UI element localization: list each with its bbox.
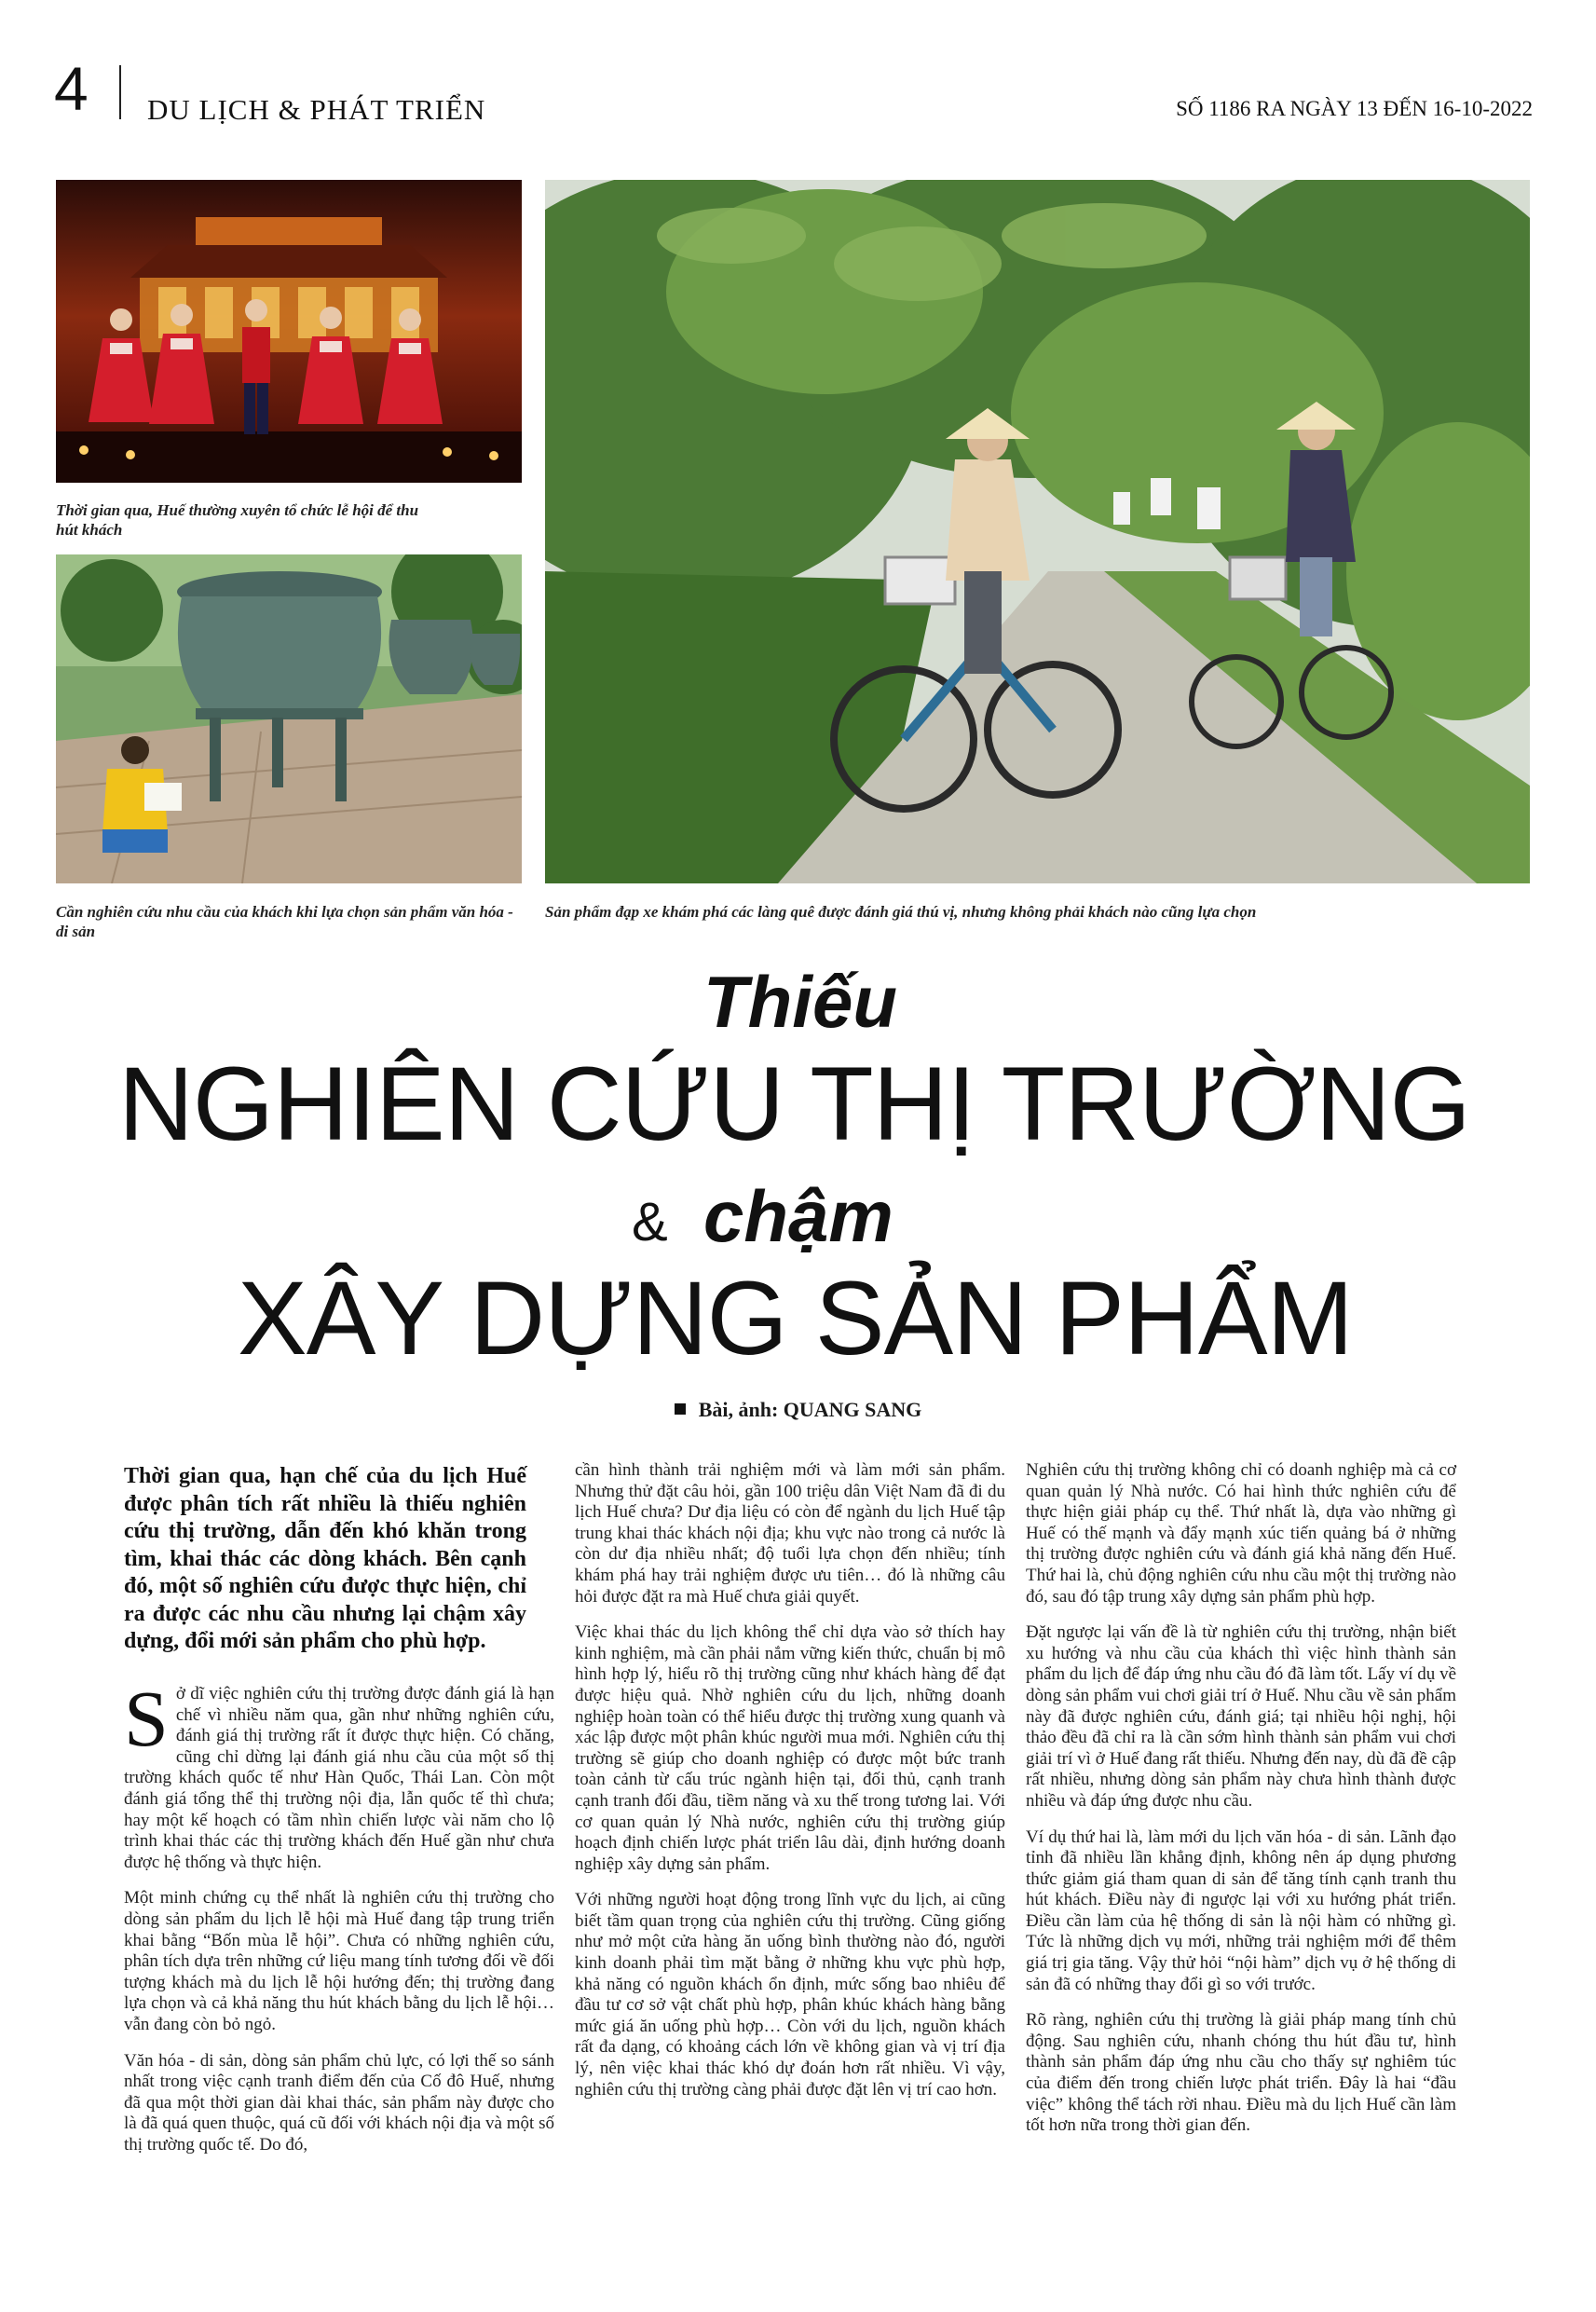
page-number: 4	[54, 54, 89, 123]
headline-line-4: XÂY DỰNG SẢN PHẨM	[238, 1260, 1353, 1376]
byline-text: Bài, ảnh: QUANG SANG	[698, 1398, 922, 1421]
col1-paragraph-2: Một minh chứng cụ thể nhất là nghiên cứu thị trường cho dòng sản phẩm du lịch lễ hội mà Huế đang tập trung triển khai bằng “Bốn mùa lễ hội”. Chưa có những nghiên cứu, phân tích dựa trên những cứ liệu mang tính tương đối về đối tượng khách mà du lịch lễ hội hướng đến; thị trường đang lựa chọn và cả khả năng thu hút khách bằng du lịch lễ hội… vẫn đang còn bỏ ngỏ.	[124, 1888, 554, 2034]
column-1	[124, 1674, 554, 2170]
lead-paragraph: Thời gian qua, hạn chế của du lịch Huế được phân tích rất nhiều là thiếu nghiên cứu thị trường, dẫn đến khó khăn trong tìm, khai thác các dòng khách. Bên cạnh đó, một số nghiên cứu được thực hiện, chỉ ra được các nhu cầu nhưng lại chậm xây dựng, đổi mới sản phẩm cho phù hợp.	[124, 1464, 526, 1653]
col3-paragraph-4: Rõ ràng, nghiên cứu thị trường là giải pháp mang tính chủ động. Sau nghiên cứu, nhanh chóng thu hút đầu tư, hình thành sản phẩm đáp ứng nhu cầu cho thấy sự nghiêm túc của điểm đến trong chiến lược phát triển. Đây là hai “đầu việc” không thể tách rời nhau. Điều mà du lịch Huế cần làm tốt hơn nữa trong thời gian đến.	[1026, 2010, 1456, 2136]
col1-paragraph-1-text: ở dĩ việc nghiên cứu thị trường được đánh giá là hạn chế vì nhiều năm qua, gần như những nghiên cứu, đánh giá thị trường rất ít được thực hiện. Có chăng, cũng chỉ dừng lại đánh giá nhu cầu của một số thị trường khách quốc tế như Hàn Quốc, Thái Lan. Còn một đánh giá tổng thể thị trường nội địa, lẫn quốc tế thì chưa; hay một kế hoạch có tầm nhìn chiến lược vài năm cho lộ trình khai thác các thị trường khách đến Huế gần như chưa được hệ thống và thực hiện.	[124, 1684, 554, 1872]
festival-photo	[56, 180, 522, 483]
cycling-photo-art	[545, 180, 1530, 883]
col1-paragraph-1	[124, 1674, 554, 1873]
headline-line-1: Thiếu	[703, 961, 897, 1043]
headline-line-3: chậm	[703, 1175, 893, 1257]
photo-caption-cycling: Sản phẩm đạp xe khám phá các làng quê được đánh giá thú vị, nhưng không phải khách nào cũng lựa chọn	[545, 903, 1257, 921]
byline-bullet	[675, 1403, 686, 1415]
col3-paragraph-3: Ví dụ thứ hai là, làm mới du lịch văn hóa - di sản. Lãnh đạo tỉnh đã nhiều lần khẳng định, không nên áp dụng phương thức giảm giá tham quan di sản để tăng tính cạnh tranh thu hút khách. Điều này đi ngược lại với xu hướng phát triển. Điều cần làm của hệ thống di sản là nội hàm có những gì. Tức là những dịch vụ mới, những trải nghiệm mới để thêm giá trị gia tăng. Vậy thử hỏi “nội hàm” dịch vụ ở hệ thống di sản đã có những thay đổi gì so với trước.	[1026, 1826, 1456, 1994]
issue-info: SỐ 1186 RA NGÀY 13 ĐẾN 16-10-2022	[1176, 97, 1533, 120]
column-3	[1026, 1460, 1456, 2152]
col1-paragraph-3: Văn hóa - di sản, dòng sản phẩm chủ lực, có lợi thế so sánh nhất trong việc cạnh tranh điểm đến của Cố đô Huế, nhưng đã qua một thời gian dài khai thác, sản phẩm này được cho là đã quá quen thuộc, quá cũ đối với khách nội địa và một số thị trường quốc tế. Do đó,	[124, 2050, 554, 2155]
festival-photo-art	[56, 180, 522, 483]
drop-cap: S	[124, 1674, 169, 1763]
column-2	[575, 1460, 1005, 2115]
col2-paragraph-2: Việc khai thác du lịch không thể chỉ dựa vào sở thích hay kinh nghiệm, mà cần phải nắm vững kiến thức, chuẩn bị mô hình hợp lý, hiểu rõ thị trường cũng như khách hàng để đạt được hiệu quả. Nhờ nghiên cứu du lịch, những doanh nghiệp hoàn toàn có thể hiểu được thị trường xung quanh và xác lập được một phân khúc người mua mới. Nghiên cứu thị trường sẽ giúp cho doanh nghiệp có được một bức tranh toàn cảnh từ cấu trúc ngành hiện tại, đối thủ, cạnh tranh cạnh tranh đối đầu, tiềm năng và xu thế trong tương lai. Với cơ quan quản lý Nhà nước, nghiên cứu thị trường giúp hoạch định chiến lược phát triển lâu dài, định hướng doanh nghiệp xây dựng sản phẩm.	[575, 1622, 1005, 1874]
section-title: DU LỊCH & PHÁT TRIỂN	[147, 93, 486, 126]
urns-photo-art	[56, 554, 522, 883]
col3-paragraph-1: Nghiên cứu thị trường không chỉ có doanh nghiệp mà cả cơ quan quản lý Nhà nước. Có hai hình thức nghiên cứu để thực hiện giải pháp cụ thể. Thứ nhất là, dựa vào những gì Huế có thế mạnh và đẩy mạnh xúc tiến quảng bá ở những thị trường được nghiên cứu và đánh giá khả năng đến Huế. Thứ hai là, chủ động nghiên cứu nhu cầu một thị trường nào đó, sau đó tập trung xây dựng sản phẩm phù hợp.	[1026, 1460, 1456, 1607]
urns-photo	[56, 554, 522, 883]
headline-line-2: NGHIÊN CỨU THỊ TRƯỜNG	[118, 1046, 1470, 1162]
col3-paragraph-2: Đặt ngược lại vấn đề là từ nghiên cứu thị trường, nhận biết xu hướng và nhu cầu của khách thì việc hình thành sản phẩm du lịch để đáp ứng nhu cầu đó đã làm tốt. Lấy ví dụ về dòng sản phẩm vui chơi giải trí ở Huế. Nhu cầu về sản phẩm này đã được nghiên cứu, đánh giá; tại nhiều hội nghị, hội thảo đều đã chỉ ra là cần sớm hình thành sản phẩm vui chơi giải trí vì ở Huế đang rất thiếu. Nhưng đến nay, dù đã đề cập rất nhiều, nhưng dòng sản phẩm này chưa hình thành được nhiều và đáp ứng được nhu cầu.	[1026, 1622, 1456, 1811]
col2-paragraph-1: cần hình thành trải nghiệm mới và làm mới sản phẩm. Nhưng thử đặt câu hỏi, gần 100 triệu dân Việt Nam đã đi du lịch Huế chưa? Dư địa liệu có còn để ngành du lịch Huế tập trung khai thác khách nội địa; khu vực nào trong cả nước là còn dư địa nhiều nhất; độ tuổi lựa chọn đến nhiều; tính khám phá hay trải nghiệm được ưu tiên… đó là những câu hỏi được đặt ra mà Huế chưa giải quyết.	[575, 1460, 1005, 1607]
header-divider	[119, 65, 121, 119]
byline	[0, 1398, 1596, 1422]
col2-paragraph-3: Với những người hoạt động trong lĩnh vực du lịch, ai cũng biết tầm quan trọng của nghiên cứu thị trường. Cũng giống như mở một cửa hàng ăn uống bình thường nào đó, người kinh doanh phải tìm mặt bằng ở những khu vực phù hợp, khả năng có nguồn khách ổn định, mức sống bao nhiêu để đầu tư cơ sở vật chất phù hợp, phân khúc khách hàng bằng mức giá ăn uống phù hợp… Còn với du lịch, nguồn khách rất đa dạng, có khoảng cách lớn về không gian và vị trí địa lý, nên việc khai thác khó dự đoán hơn rất nhiều. Vì vậy, nghiên cứu thị trường càng phải được đặt lên vị trí cao hơn.	[575, 1890, 1005, 2100]
cycling-photo	[545, 180, 1530, 883]
headline-ampersand: &	[632, 1192, 668, 1252]
photo-caption-urns: Cần nghiên cứu nhu cầu của khách khi lựa chọn sản phẩm văn hóa - di sản	[56, 903, 513, 940]
photo-caption-festival: Thời gian qua, Huế thường xuyên tổ chức lễ hội để thu hút khách	[56, 501, 419, 539]
